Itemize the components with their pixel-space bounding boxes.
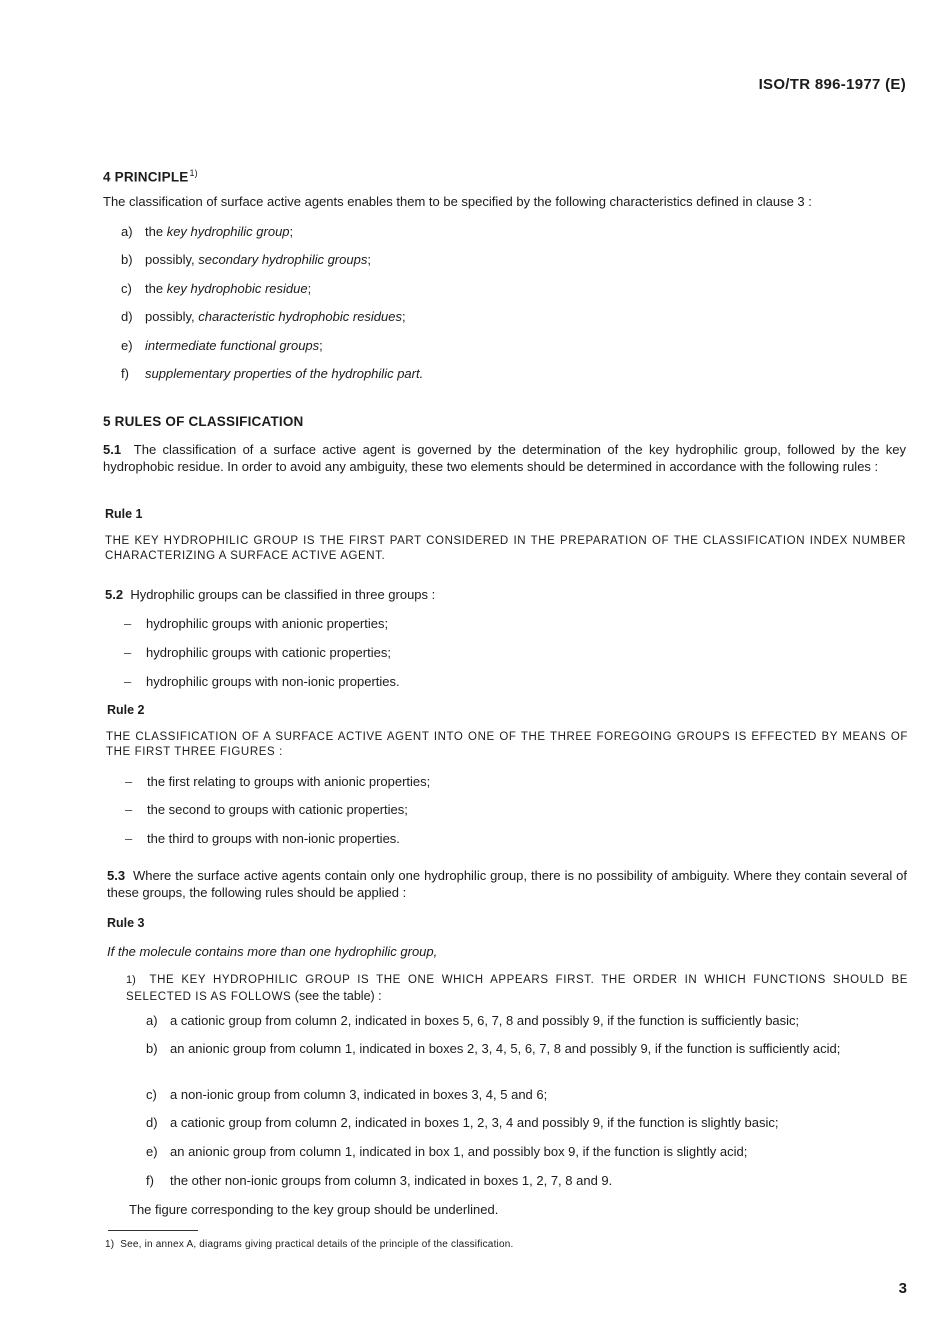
principle-item: e) intermediate functional groups; (121, 338, 323, 353)
order-item: c) a non-ionic group from column 3, indicated in boxes 3, 4, 5 and 6; (146, 1087, 548, 1102)
order-item: a) a cationic group from column 2, indicated in boxes 5, 6, 7, 8 and possibly 9, if the function is sufficiently basic; (146, 1013, 800, 1028)
footnote: 1) See, in annex A, diagrams giving practical details of the principle of the classification. (105, 1239, 514, 1250)
list-item: – hydrophilic groups with anionic properties; (124, 616, 389, 631)
footnote-marker: 1) (105, 1239, 115, 1250)
document-id: ISO/TR 896-1977 (E) (758, 76, 906, 93)
rule-1-text: THE KEY HYDROPHILIC GROUP IS THE FIRST PART CONSIDERED IN THE PREPARATION OF THE CLASSIFICATION INDEX NUMBER CHARACTERIZING A SURFACE ACTIVE AGENT. (105, 535, 906, 562)
paragraph-5-2: 5.2 Hydrophilic groups can be classified in three groups : (105, 587, 436, 602)
clause-number: 5.1 (103, 442, 122, 457)
section-5-heading: 5 RULES OF CLASSIFICATION (103, 414, 304, 429)
footnote-divider (108, 1230, 198, 1231)
list-item: – the third to groups with non-ionic properties. (125, 831, 400, 846)
principle-item: b) possibly, secondary hydrophilic groups; (121, 252, 371, 267)
order-item: f) the other non-ionic groups from column 3, indicated in boxes 1, 2, 7, 8 and 9. (146, 1173, 613, 1188)
rule-3-condition: If the molecule contains more than one hydrophilic group, (107, 944, 438, 959)
rule-2-label: Rule 2 (107, 703, 145, 717)
clause-number: 5.3 (107, 868, 126, 883)
rule-3-point-1: 1) THE KEY HYDROPHILIC GROUP IS THE ONE WHICH APPEARS FIRST. THE ORDER IN WHICH FUNCTIONS SHOULD BE SELECTED IS AS FOLLOWS (see the table) : (126, 974, 908, 1003)
rule-1-label: Rule 1 (105, 507, 143, 521)
point-marker: 1) (126, 974, 136, 986)
list-item: – the first relating to groups with anionic properties; (125, 774, 431, 789)
footnote-ref: 1) (189, 168, 198, 178)
section-4-heading (103, 165, 198, 186)
clause-number: 5.2 (105, 587, 124, 602)
rule-3-label: Rule 3 (107, 916, 145, 930)
rule-2-text: THE CLASSIFICATION OF A SURFACE ACTIVE AGENT INTO ONE OF THE THREE FOREGOING GROUPS IS EFFECTED BY MEANS OF THE FIRST THREE FIGURES : (106, 731, 908, 758)
section-4-intro: The classification of surface active agents enables them to be specified by the following characteristics defined in clause 3 : (103, 194, 812, 209)
section-4-title: 4 PRINCIPLE (103, 169, 189, 185)
order-item: d) a cationic group from column 2, indicated in boxes 1, 2, 3, 4 and possibly 9, if the function is slightly basic; (146, 1115, 779, 1130)
principle-item: c) the key hydrophobic residue; (121, 281, 312, 296)
principle-item: f) supplementary properties of the hydrophilic part. (121, 366, 424, 381)
list-item: – the second to groups with cationic properties; (125, 802, 408, 817)
paragraph-5-3: 5.3 Where the surface active agents contain only one hydrophilic group, there is no possibility of ambiguity. Where they contain several of these groups, the following rules should be applied : (107, 868, 908, 900)
paragraph-5-1: 5.1 The classification of a surface active agent is governed by the determination of the key hydrophilic group, followed by the key hydrophobic residue. In order to avoid any ambiguity, these two elements should be determined in accordance with the following rules : (103, 442, 906, 474)
principle-item: a) the key hydrophilic group; (121, 224, 294, 239)
principle-item: d) possibly, characteristic hydrophobic residues; (121, 309, 406, 324)
page-number: 3 (898, 1280, 907, 1297)
list-item: – hydrophilic groups with cationic properties; (124, 645, 391, 660)
order-item: b) an anionic group from column 1, indicated in boxes 2, 3, 4, 5, 6, 7, 8 and possibly 9, if the function is sufficiently acid; (146, 1041, 841, 1056)
order-item: e) an anionic group from column 1, indicated in box 1, and possibly box 9, if the function is slightly acid; (146, 1144, 748, 1159)
list-item: – hydrophilic groups with non-ionic properties. (124, 674, 400, 689)
rule-3-closing: The figure corresponding to the key group should be underlined. (129, 1202, 499, 1217)
